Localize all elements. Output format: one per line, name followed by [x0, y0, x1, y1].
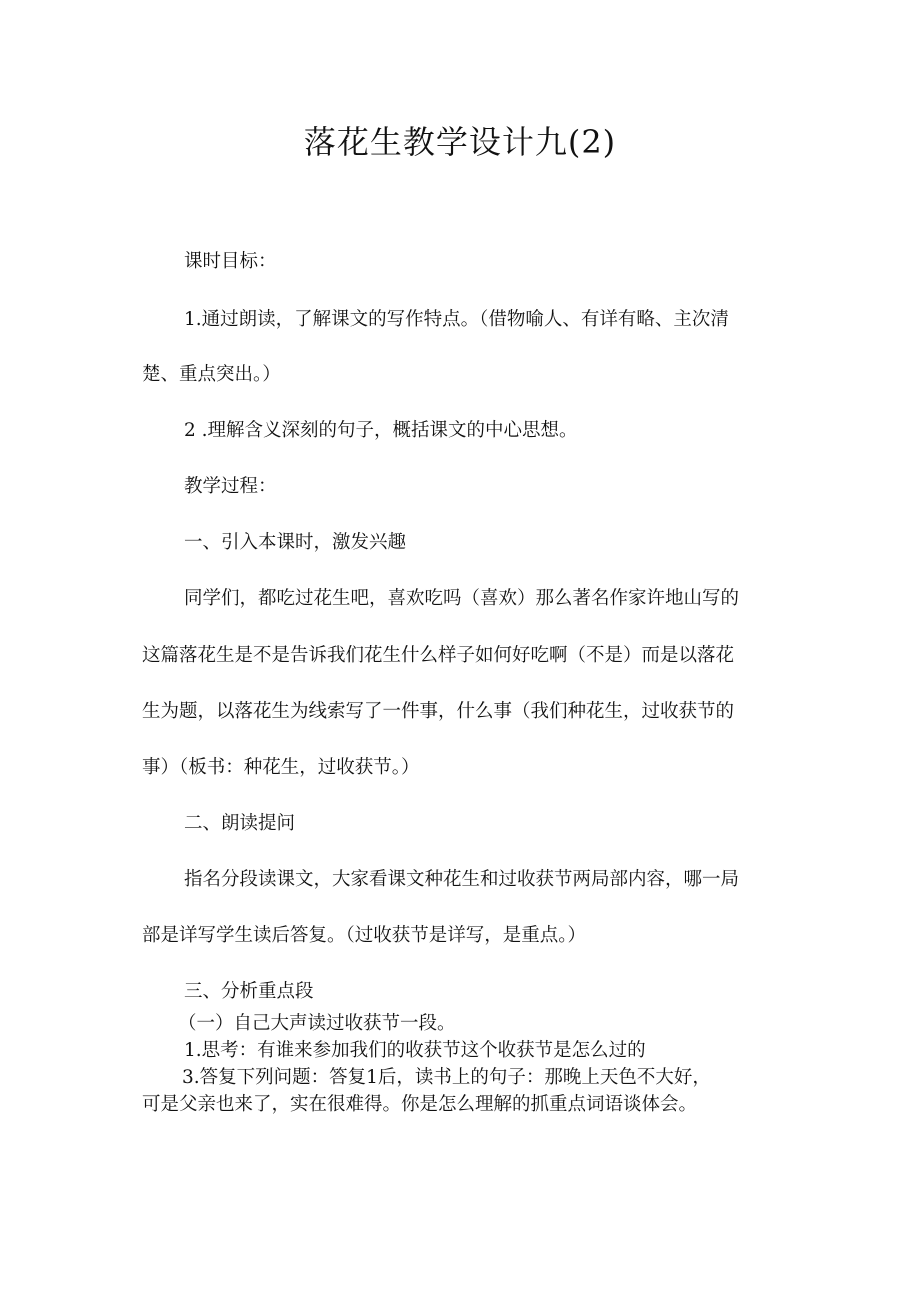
section-3-subheading-1: （一）自己大声读过收获节一段。	[178, 1013, 456, 1034]
section-3-item-1: 1.思考：有谁来参加我们的收获节这个收获节是怎么过的	[184, 1040, 646, 1061]
section-1-line-3: 生为题，以落花生为线索写了一件事，什么事（我们种花生，过收获节的	[142, 701, 735, 722]
objective-1-line-2: 楚、重点突出。）	[142, 364, 281, 385]
section-1-line-1: 同学们，都吃过花生吧，喜欢吃吗（喜欢）那么著名作家许地山写的	[184, 588, 740, 609]
objective-1-line-1: 1.通过朗读，了解课文的写作特点。（借物喻人、有详有略、主次清	[184, 309, 729, 330]
section-2-heading: 二、朗读提问	[184, 813, 296, 834]
section-3-heading: 三、分析重点段	[184, 981, 314, 1002]
section-1-line-4: 事）（板书：种花生，过收获节。）	[142, 757, 420, 778]
document-title: 落花生教学设计九(2)	[303, 123, 617, 161]
section-1-heading: 一、引入本课时，激发兴趣	[184, 532, 407, 553]
section-3-item-3-line-1: 3.答复下列问题：答复1后，读书上的句子：那晚上天色不大好，	[182, 1067, 711, 1088]
objective-2: 2 .理解含义深刻的句子，概括课文的中心思想。	[184, 420, 578, 441]
section-2-line-2: 部是详写学生读后答复。（过收获节是详写，是重点。）	[142, 925, 587, 946]
section-1-line-2: 这篇落花生是不是告诉我们花生什么样子如何好吃啊（不是）而是以落花	[142, 645, 735, 666]
objectives-heading: 课时目标：	[184, 251, 277, 272]
section-2-line-1: 指名分段读课文，大家看课文种花生和过收获节两局部内容，哪一局	[184, 869, 740, 890]
section-3-item-3-line-2: 可是父亲也来了，实在很难得。你是怎么理解的抓重点词语谈体会。	[142, 1094, 698, 1115]
process-heading: 教学过程：	[184, 476, 277, 497]
